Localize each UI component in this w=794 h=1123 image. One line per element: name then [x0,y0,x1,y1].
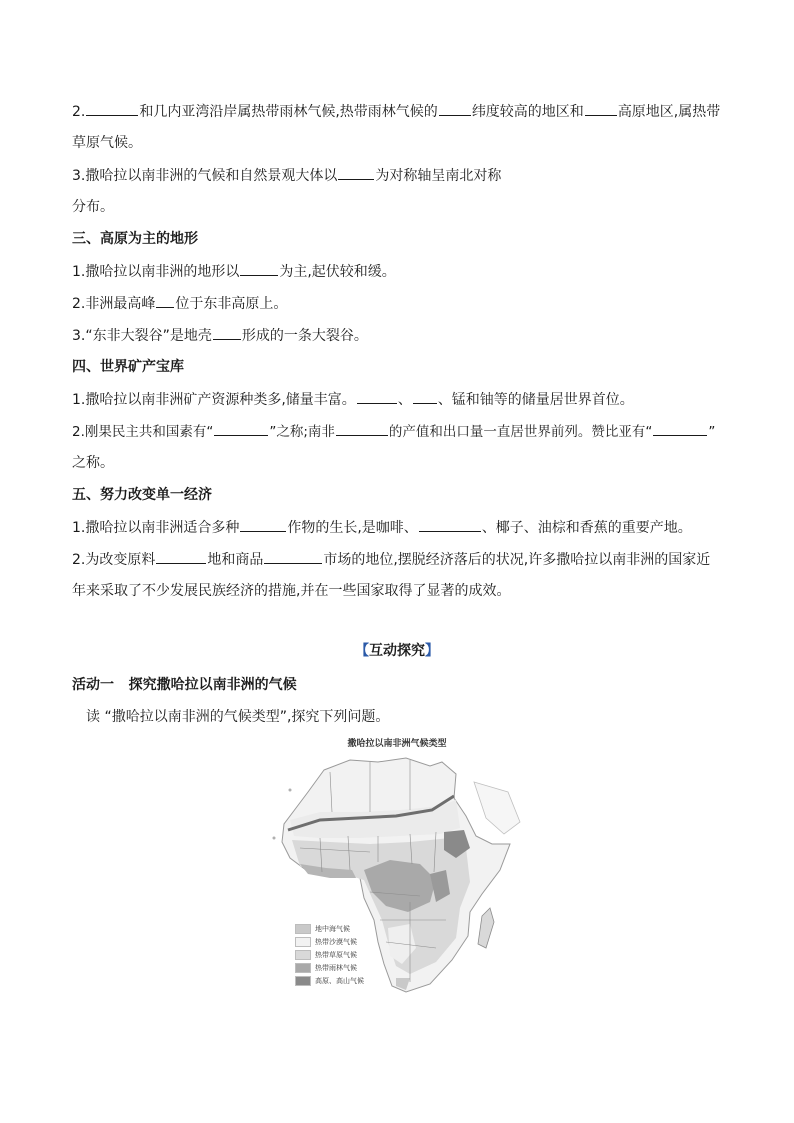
legend-row [295,948,415,961]
legend-row [295,961,415,974]
text: 2.非洲最高峰 [72,296,156,312]
bracket-close: 】 [425,643,439,659]
text: 的产值和出口量一直居世界前列。赞比亚有“ [388,424,653,440]
legend-label: 热带雨林气候 [315,963,357,972]
answer-blank[interactable] [357,389,397,404]
answer-blank[interactable] [413,389,437,404]
section-3-item-2 [72,293,732,314]
text: 市场的地位,摆脱经济落后的状况,许多撒哈拉以南非洲的国家近 [323,552,711,568]
text: 2. [72,104,86,120]
legend-row [295,974,415,987]
answer-blank[interactable] [240,261,278,276]
text: 2.为改变原料 [72,552,156,568]
section-4-item-1 [72,389,732,410]
item-2-line-1 [72,101,732,122]
section-5-heading: 五、努力改变单一经济 [72,487,212,503]
text: 和几内亚湾沿岸属热带雨林气候,热带雨林气候的 [139,104,438,120]
answer-blank[interactable] [156,549,206,564]
arabian-edge [474,782,520,834]
legend-swatch [295,924,311,934]
text: 年来采取了不少发展民族经济的措施,并在一些国家取得了显著的成效。 [72,583,511,599]
text: 作物的生长,是咖啡、 [287,520,418,536]
item-3-line-1 [72,165,732,186]
text: 地和商品 [207,552,264,568]
section-4-heading: 四、世界矿产宝库 [72,359,184,375]
answer-blank[interactable] [264,549,322,564]
text: 、锰和铀等的储量居世界首位。 [437,392,634,408]
text: 1.撒哈拉以南非洲的地形以 [72,264,240,280]
text: 、 [397,392,412,408]
section-5-item-2-line-2 [72,581,732,601]
text: 高原地区,属热带 [617,104,721,120]
text: 纬度较高的地区和 [471,104,584,120]
section-3-heading: 三、高原为主的地形 [72,231,198,247]
text: 2.刚果民主共和国素有“ [72,424,214,440]
text: 为主,起伏较和缓。 [279,264,396,280]
answer-blank[interactable] [156,293,174,308]
bracket-open: 【 [355,643,369,659]
answer-blank[interactable] [336,421,388,436]
legend-label: 地中海气候 [315,924,350,933]
item-2-line-2 [72,133,732,153]
section-4-item-2-line-2 [72,453,732,473]
legend-label: 热带草原气候 [315,950,357,959]
activity-1-heading: 活动一 探究撒哈拉以南非洲的气候 [72,677,297,693]
map-title: 撒哈拉以南非洲气候类型 [347,739,447,749]
legend-label: 高原、高山气候 [315,976,364,985]
answer-blank[interactable] [585,101,617,116]
text: 为对称轴呈南北对称 [375,168,502,184]
activity-instruction: 读 “撒哈拉以南非洲的气候类型”,探究下列问题。 [86,709,390,725]
canary-island [289,789,292,792]
text: 1.撒哈拉以南非洲矿产资源种类多,储量丰富。 [72,392,356,408]
answer-blank[interactable] [86,101,138,116]
text: ” [708,424,716,440]
section-5-item-1 [72,517,732,538]
text: 草原气候。 [72,135,142,151]
section-5-item-2-line-1 [72,549,732,570]
text: 形成的一条大裂谷。 [241,328,368,344]
answer-blank[interactable] [338,165,374,180]
legend-row [295,935,415,948]
interactive-title-text: 互动探究 [369,643,425,659]
text: 分布。 [72,199,114,215]
answer-blank[interactable] [653,421,707,436]
map-legend [295,922,415,987]
text: 3.“东非大裂谷”是地壳 [72,328,212,344]
interactive-section-title [0,641,794,661]
text: 之称。 [72,455,114,471]
text: 3.撒哈拉以南非洲的气候和自然景观大体以 [72,168,338,184]
legend-row [295,922,415,935]
answer-blank[interactable] [240,517,286,532]
madagascar [478,908,494,948]
answer-blank[interactable] [213,325,241,340]
answer-blank[interactable] [419,517,481,532]
text: 1.撒哈拉以南非洲适合多种 [72,520,240,536]
legend-swatch [295,976,311,986]
legend-swatch [295,937,311,947]
answer-blank[interactable] [439,101,471,116]
legend-swatch [295,950,311,960]
section-3-item-3 [72,325,732,346]
cape-verde-island [273,837,276,840]
legend-label: 热带沙漠气候 [315,937,357,946]
section-3-item-1 [72,261,732,282]
legend-swatch [295,963,311,973]
text: 、椰子、油棕和香蕉的重要产地。 [481,520,692,536]
text: 位于东非高原上。 [175,296,288,312]
answer-blank[interactable] [214,421,268,436]
section-4-item-2-line-1 [72,421,732,442]
text: ”之称;南非 [269,424,335,440]
item-3-line-2 [72,197,732,217]
